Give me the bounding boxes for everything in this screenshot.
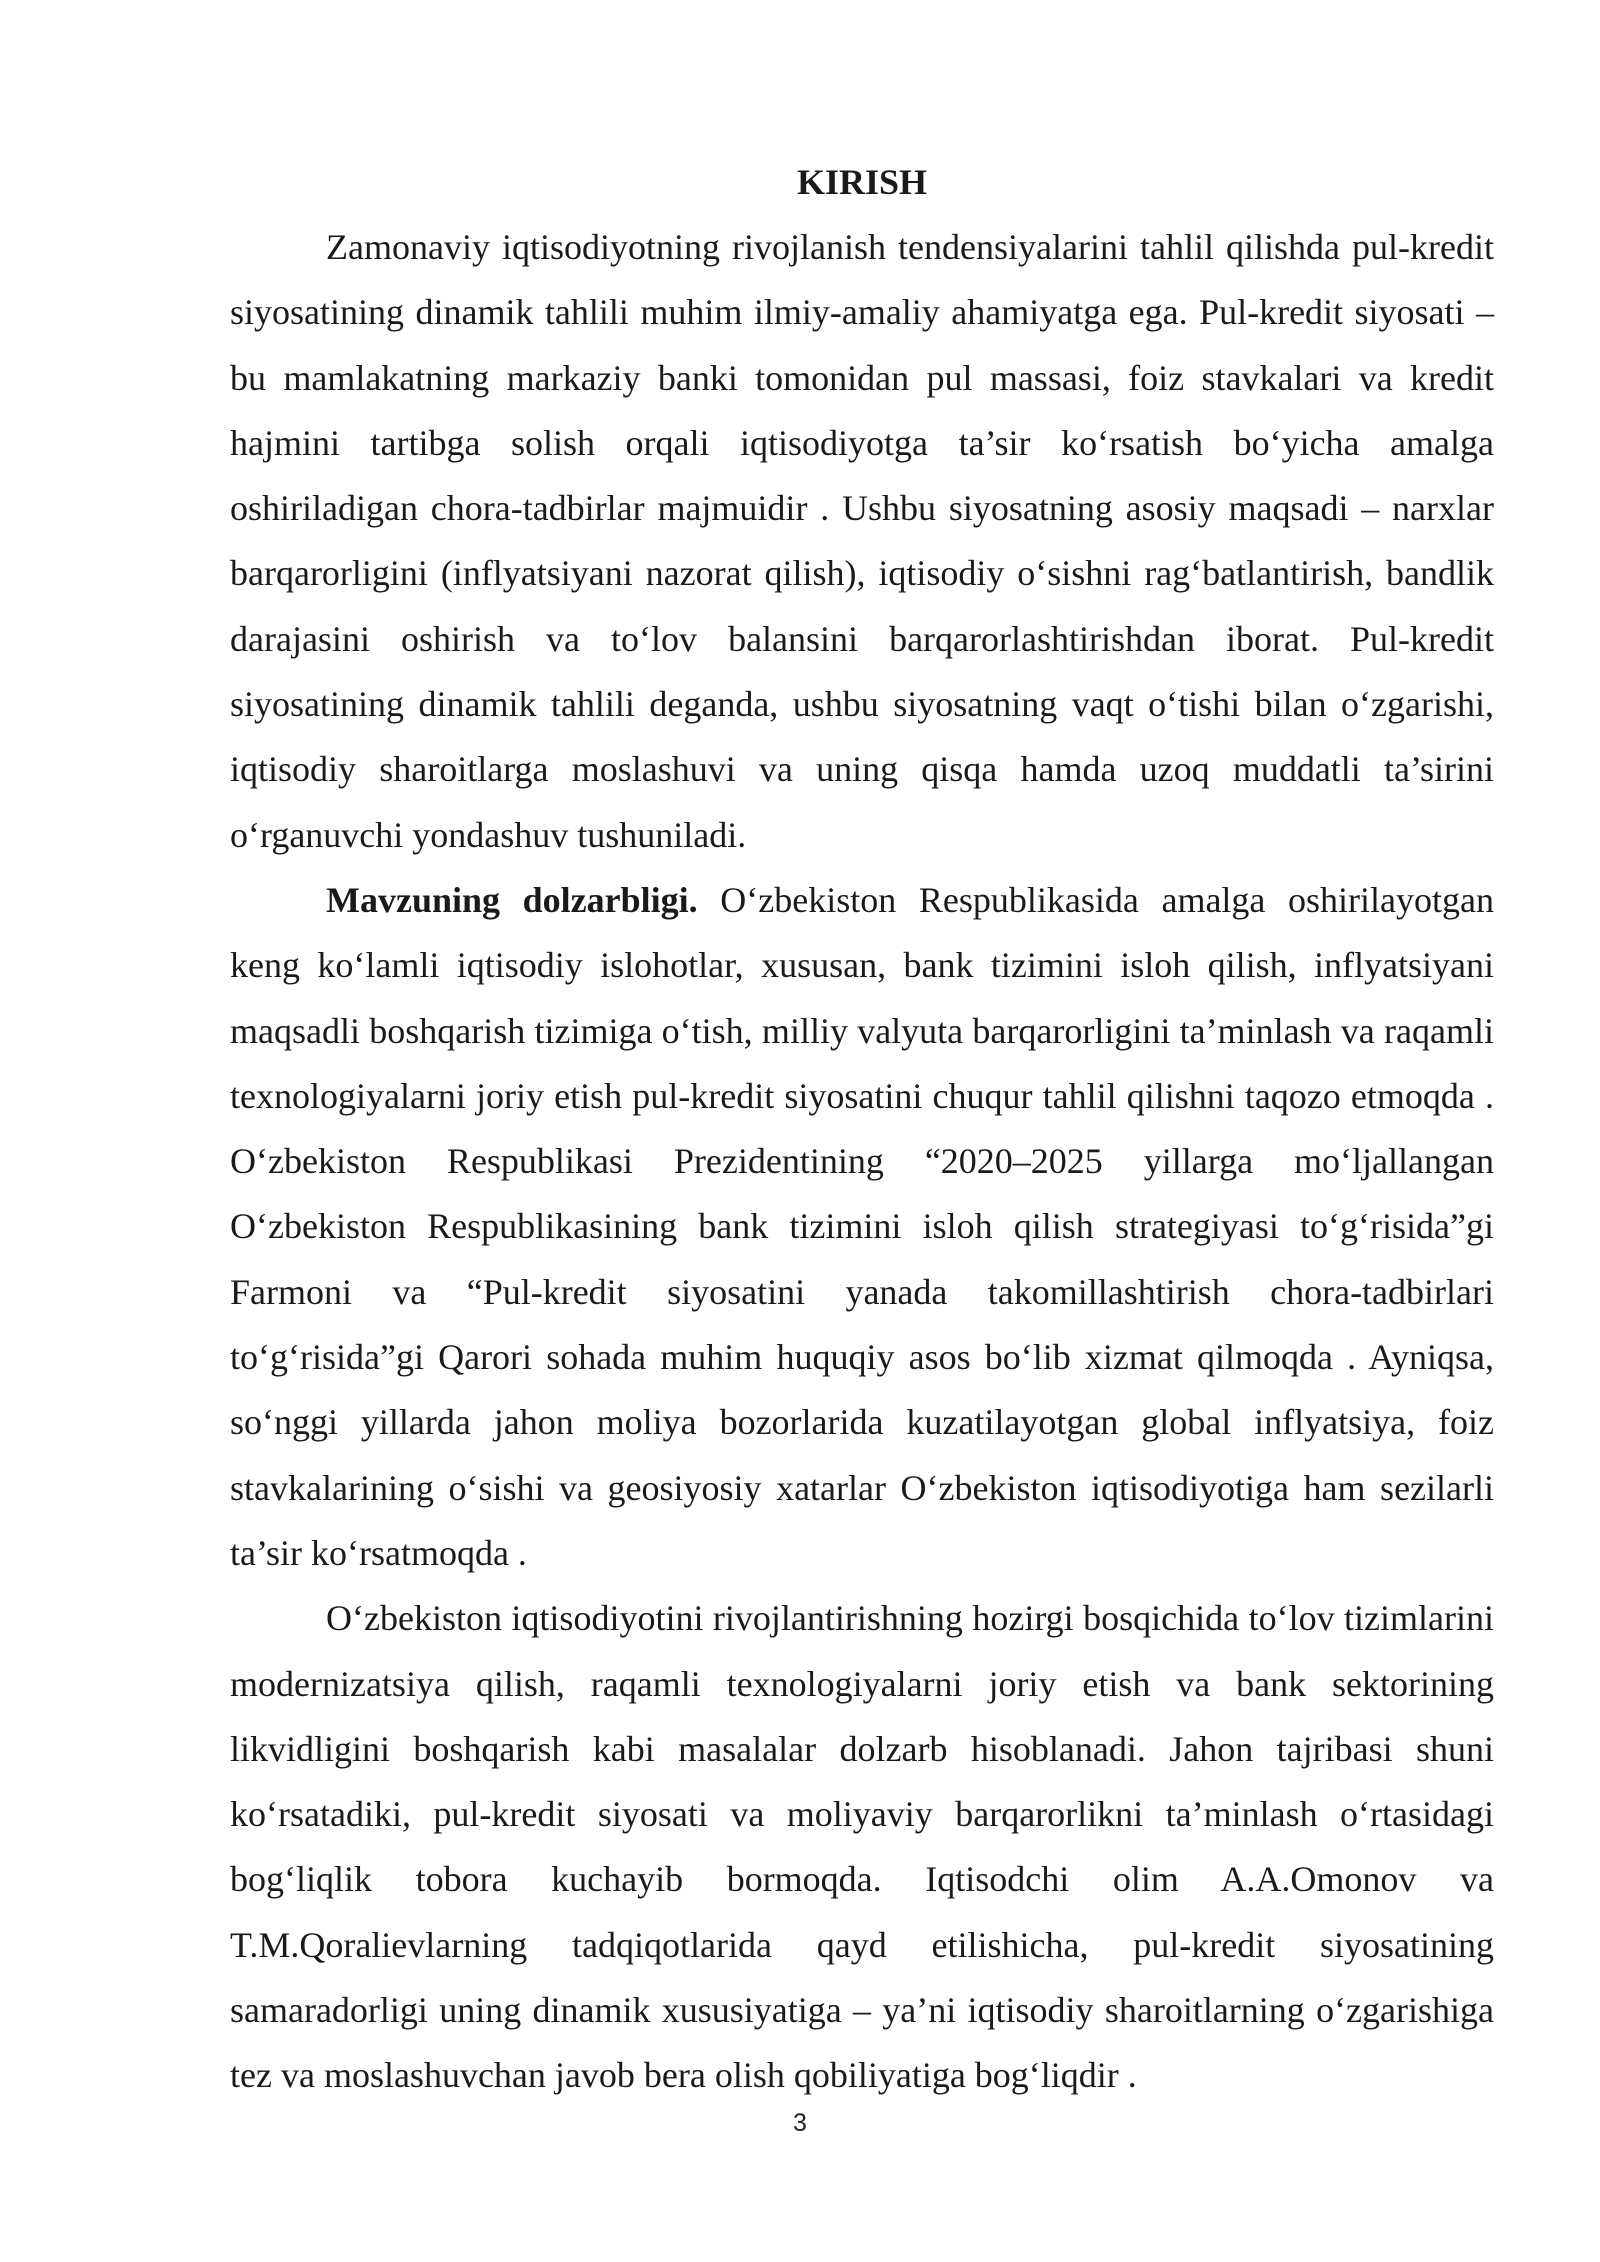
paragraph-text: O‘zbekiston Respublikasida amalga oshirilayotgan keng ko‘lamli iqtisodiy islohotlar, xususan, bank tizimini isloh qilish, inflyatsiyani maqsadli boshqarish tizimiga o‘tish, milliy valyuta barqarorligini ta’minlash va raqamli texnologiyalarni joriy etish pul-kredit siyosatini chuqur tahlil qilishni taqozo etmoqda . O‘zbekiston Respublikasi Prezidentining “2020–2025 yillarga mo‘ljallangan O‘zbekiston Respublikasining bank tizimini isloh qilish strategiyasi to‘g‘risida”gi Farmoni va “Pul-kredit siyosatini yanada takomillashtirish chora-tadbirlari to‘g‘risida”gi Qarori sohada muhim huquqiy asos bo‘lib xizmat qilmoqda . Ayniqsa, so‘nggi yillarda jahon moliya bozorlarida kuzatilayotgan global inflyatsiya, foiz stavkalarining o‘sishi va geosiyosiy xatarlar O‘zbekiston iqtisodiyotiga ham sezilarli ta’sir ko‘rsatmoqda . <box>230 879 1494 1573</box>
section-heading: KIRISH <box>796 162 928 202</box>
page-content <box>230 150 1494 2109</box>
paragraph-relevance <box>230 868 1494 1586</box>
paragraph-text: Zamonaviy iqtisodiyotning rivojlanish tendensiyalarini tahlil qilishda pul-kredit siyosatining dinamik tahlili muhim ilmiy-amaliy ahamiyatga ega. Pul-kredit siyosati – bu mamlakatning markaziy banki tomonidan pul massasi, foiz stavkalari va kredit hajmini tartibga solish orqali iqtisodiyotga ta’sir ko‘rsatish bo‘yicha amalga oshiriladigan chora-tadbirlar majmuidir . Ushbu siyosatning asosiy maqsadi – narxlar barqarorligini (inflyatsiyani nazorat qilish), iqtisodiy o‘sishni rag‘batlantirish, bandlik darajasini oshirish va to‘lov balansini barqarorlashtirishdan iborat. Pul-kredit siyosatining dinamik tahlili deganda, ushbu siyosatning vaqt o‘tishi bilan o‘zgarishi, iqtisodiy sharoitlarga moslashuvi va uning qisqa hamda uzoq muddatli ta’sirini o‘rganuvchi yondashuv tushuniladi. <box>230 227 1494 855</box>
page-number: 3 <box>793 2109 807 2137</box>
paragraph-development <box>230 1586 1494 2108</box>
paragraph-lead-title: Mavzuning dolzarbligi. <box>326 879 698 920</box>
paragraph-text: O‘zbekiston iqtisodiyotini rivojlantirishning hozirgi bosqichida to‘lov tizimlarini modernizatsiya qilish, raqamli texnologiyalarni joriy etish va bank sektorining likvidligini boshqarish kabi masalalar dolzarb hisoblanadi. Jahon tajribasi shuni ko‘rsatadiki, pul-kredit siyosati va moliyaviy barqarorlikni ta’minlash o‘rtasidagi bog‘liqlik tobora kuchayib bormoqda. Iqtisodchi olim A.A.Omonov va T.M.Qoralievlarning tadqiqotlarida qayd etilishicha, pul-kredit siyosatining samaradorligi uning dinamik xususiyatiga – ya’ni iqtisodiy sharoitlarning o‘zgarishiga tez va moslashuvchan javob bera olish qobiliyatiga bog‘liqdir . <box>230 1598 1494 2096</box>
paragraph-introduction <box>230 215 1494 868</box>
